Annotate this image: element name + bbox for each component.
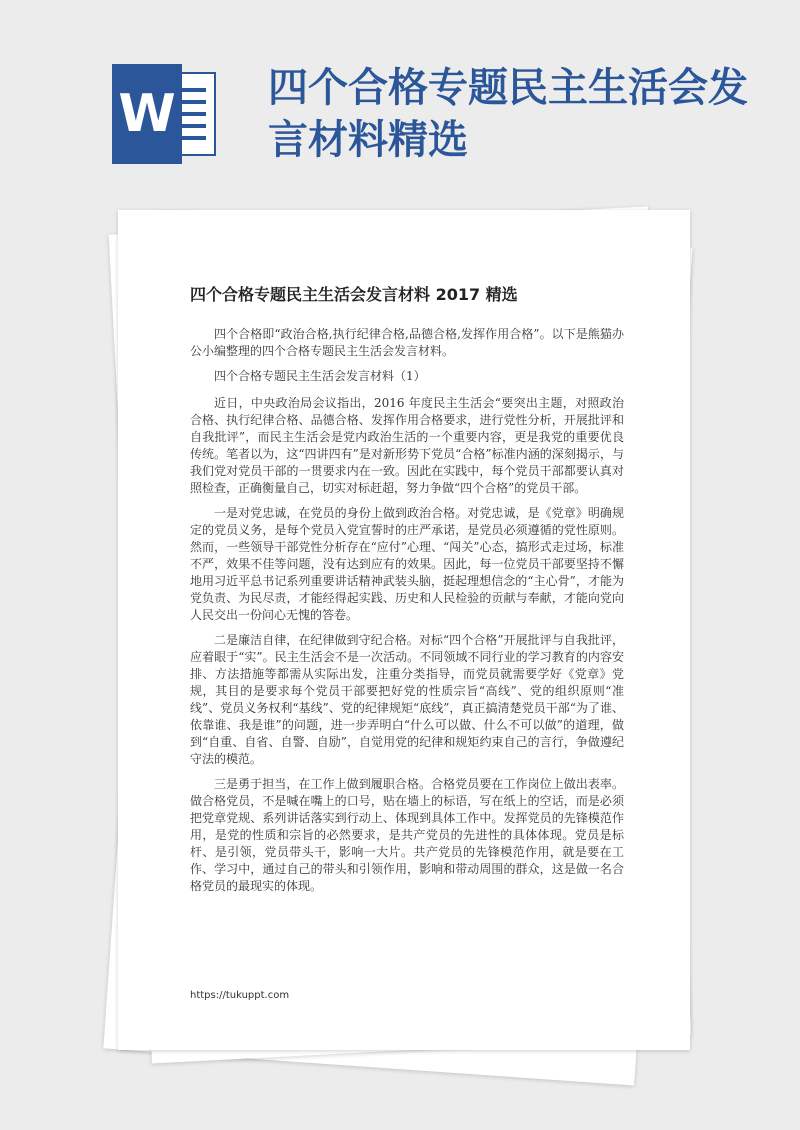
banner	[0, 0, 800, 205]
document-title: 四个合格专题民主生活会发言材料 2017 精选	[190, 285, 518, 304]
body-paragraph: 三是勇于担当，在工作上做到履职合格。合格党员要在工作岗位上做出表率。做合格党员，不是喊在嘴上的口号，贴在墙上的标语，写在纸上的空话，而是必须把党章党规、系列讲话落实到行动上、体现到具体工作中。发挥党员的先锋模范作用，是党的性质和宗旨的必然要求，是共产党员的先进性的具体体现。党员是标杆、是引领，党员带头干，影响一大片。共产党员的先锋模范作用，就是要在工作、学习中，通过自己的带头和引领作用，影响和带动周围的群众，这是做一名合格党员的最现实的体现。	[190, 777, 624, 893]
intro-paragraph: 四个合格即“政治合格,执行纪律合格,品德合格,发挥作用合格”。以下是熊猫办公小编整理的四个合格专题民主生活会发言材料。	[190, 327, 624, 358]
body-paragraph: 一是对党忠诚，在党员的身份上做到政治合格。对党忠诚，是《党章》明确规定的党员义务，是每个党员入党宣誓时的庄严承诺，是党员必须遵循的党性原则。然而，一些领导干部党性分析存在“应付”心理、“闯关”心态，搞形式走过场，标准不严，效果不佳等问题，没有达到应有的效果。因此，每一位党员干部要坚持不懈地用习近平总书记系列重要讲话精神武装头脑，挺起理想信念的“主心骨”，才能为党负责、为民尽责，才能经得起实践、历史和人民检验的贡献与奉献，才能向党向人民交出一份问心无愧的答卷。	[190, 506, 624, 622]
document-page	[118, 210, 690, 1050]
banner-title: 四个合格专题民主生活会发言材料精选	[268, 65, 748, 163]
body-paragraph: 二是廉洁自律，在纪律做到守纪合格。对标“四个合格”开展批评与自我批评，应着眼于“实”。民主生活会不是一次活动。不同领域不同行业的学习教育的内容安排、方法措施等都需从实际出发，注重分类指导，而党员就需要学好《党章》党规，其目的是要求每个党员干部要把好党的性质宗旨“高线”、党的组织原则“准线”、党员义务权利“基线”、党的纪律规矩“底线”，真正搞清楚党员干部“为了谁、依靠谁、我是谁”的问题，进一步弄明白“什么可以做、什么不可以做”的道理，做到“自重、自省、自警、自励”，自觉用党的纪律和规矩约束自己的言行，争做遵纪守法的模范。	[190, 633, 624, 766]
body-paragraph: 近日，中央政治局会议指出，2016 年度民主生活会“要突出主题，对照政治合格、执行纪律合格、品德合格、发挥作用合格要求，进行党性分析，开展批评和自我批评”，而民主生活会是党内政治生活的一个重要内容，更是我党的重要优良传统。笔者以为，这“四讲四有”是对新形势下党员“合格”标准内涵的深刻揭示，与我们党对党员干部的一贯要求内在一致。因此在实践中，每个党员干部都要认真对照检查，正确衡量自己，切实对标赶超，努力争做“四个合格”的党员干部。	[190, 396, 624, 495]
document-body	[190, 326, 624, 903]
section-heading: 四个合格专题民主生活会发言材料（1）	[214, 369, 426, 383]
footer-url: https://tukuppt.com	[190, 990, 290, 1001]
word-document-icon	[108, 64, 218, 164]
word-letter-tile: W	[112, 64, 182, 164]
